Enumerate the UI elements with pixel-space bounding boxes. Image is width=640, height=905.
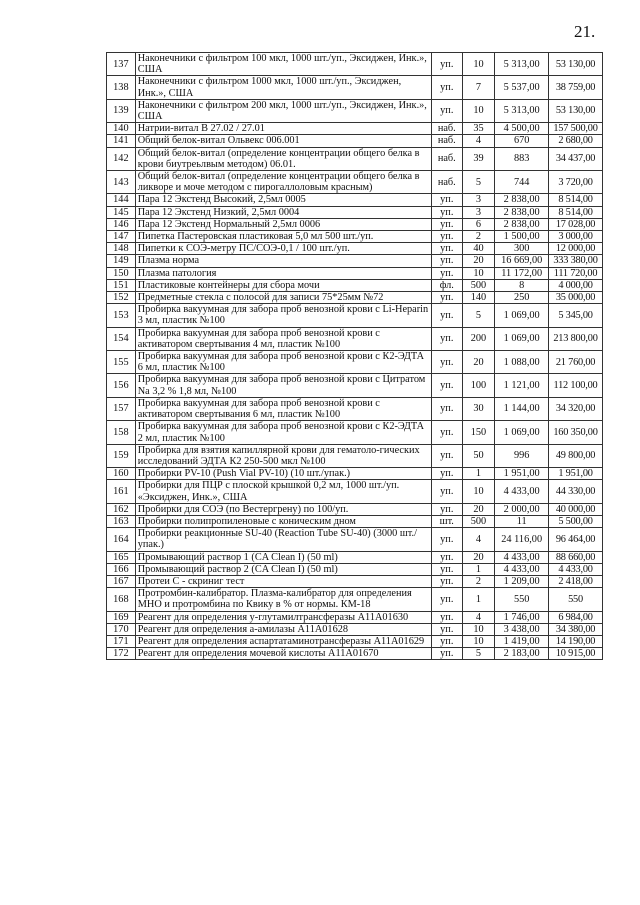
unit-price-cell: 11 172,00 [495, 267, 549, 279]
total-amount-cell: 157 500,00 [549, 123, 603, 135]
unit-cell: уп. [431, 99, 462, 122]
unit-cell: уп. [431, 243, 462, 255]
quantity-cell: 4 [462, 528, 495, 551]
unit-cell: уп. [431, 218, 462, 230]
table-row [107, 611, 603, 623]
quantity-cell: 500 [462, 515, 495, 527]
total-amount-cell: 21 760,00 [549, 351, 603, 374]
quantity-cell: 3 [462, 206, 495, 218]
unit-cell: уп. [431, 397, 462, 420]
unit-cell: уп. [431, 468, 462, 480]
unit-price-cell: 4 433,00 [495, 563, 549, 575]
total-amount-cell: 213 800,00 [549, 327, 603, 350]
row-number-cell: 139 [107, 99, 136, 122]
unit-price-cell: 2 838,00 [495, 206, 549, 218]
row-number-cell: 143 [107, 171, 136, 194]
item-name-cell: Наконечники с фильтром 100 мкл, 1000 шт./уп., Эксиджен, Инк.», США [135, 53, 431, 76]
quantity-cell: 39 [462, 147, 495, 170]
quantity-cell: 20 [462, 351, 495, 374]
table-row [107, 468, 603, 480]
row-number-cell: 167 [107, 575, 136, 587]
unit-price-cell: 1 209,00 [495, 575, 549, 587]
table-row [107, 171, 603, 194]
unit-cell: уп. [431, 444, 462, 467]
row-number-cell: 147 [107, 231, 136, 243]
row-number-cell: 160 [107, 468, 136, 480]
table-row [107, 623, 603, 635]
unit-cell: уп. [431, 588, 462, 611]
unit-cell: уп. [431, 206, 462, 218]
total-amount-cell: 35 000,00 [549, 292, 603, 304]
item-name-cell: Пробирка вакуумная для забора проб венозной крови с К2-ЭДТА 2 мл, пластик №100 [135, 421, 431, 444]
unit-cell: уп. [431, 255, 462, 267]
row-number-cell: 145 [107, 206, 136, 218]
row-number-cell: 162 [107, 503, 136, 515]
table-row [107, 351, 603, 374]
row-number-cell: 149 [107, 255, 136, 267]
unit-price-cell: 16 669,00 [495, 255, 549, 267]
unit-price-cell: 5 313,00 [495, 53, 549, 76]
item-name-cell: Пробирки PV-10 (Push Vial PV-10) (10 шт./упак.) [135, 468, 431, 480]
quantity-cell: 20 [462, 255, 495, 267]
total-amount-cell: 49 800,00 [549, 444, 603, 467]
quantity-cell: 140 [462, 292, 495, 304]
total-amount-cell: 53 130,00 [549, 99, 603, 122]
total-amount-cell: 1 951,00 [549, 468, 603, 480]
quantity-cell: 50 [462, 444, 495, 467]
row-number-cell: 150 [107, 267, 136, 279]
item-name-cell: Натрии-витал В 27.02 / 27.01 [135, 123, 431, 135]
item-name-cell: Общий белок-витал (определение концентрации общего белка в ликворе и моче методом с пирогаллоловым красным) [135, 171, 431, 194]
quantity-cell: 5 [462, 304, 495, 327]
unit-price-cell: 670 [495, 135, 549, 147]
quantity-cell: 5 [462, 648, 495, 660]
item-name-cell: Пробирки для ПЦР с плоской крышкой 0,2 мл, 1000 шт./уп. «Эксиджен, Инк.», США [135, 480, 431, 503]
table-row [107, 480, 603, 503]
unit-cell: уп. [431, 76, 462, 99]
table-row [107, 444, 603, 467]
item-name-cell: Пробирка вакуумная для забора проб венозной крови с Цитратом Na 3,2 % 1,8 мл, №100 [135, 374, 431, 397]
total-amount-cell: 3 000,00 [549, 231, 603, 243]
items-table [106, 52, 603, 660]
row-number-cell: 170 [107, 623, 136, 635]
total-amount-cell: 6 984,00 [549, 611, 603, 623]
table-row [107, 304, 603, 327]
table-row [107, 231, 603, 243]
table-row [107, 551, 603, 563]
quantity-cell: 4 [462, 611, 495, 623]
unit-price-cell: 300 [495, 243, 549, 255]
quantity-cell: 2 [462, 575, 495, 587]
row-number-cell: 144 [107, 194, 136, 206]
row-number-cell: 151 [107, 279, 136, 291]
item-name-cell: Плазма патология [135, 267, 431, 279]
unit-cell: уп. [431, 374, 462, 397]
unit-cell: шт. [431, 515, 462, 527]
unit-cell: уп. [431, 53, 462, 76]
total-amount-cell: 10 915,00 [549, 648, 603, 660]
item-name-cell: Общий белок-витал (определение концентрации общего белка в крови биутреьлвым методом) 06.01. [135, 147, 431, 170]
table-row [107, 528, 603, 551]
row-number-cell: 138 [107, 76, 136, 99]
table-row [107, 206, 603, 218]
unit-price-cell: 1 746,00 [495, 611, 549, 623]
total-amount-cell: 4 433,00 [549, 563, 603, 575]
total-amount-cell: 5 500,00 [549, 515, 603, 527]
unit-cell: уп. [431, 327, 462, 350]
row-number-cell: 163 [107, 515, 136, 527]
quantity-cell: 2 [462, 231, 495, 243]
unit-price-cell: 11 [495, 515, 549, 527]
item-name-cell: Наконечники с фильтром 200 мкл, 1000 шт./уп., Эксиджен, Инк.», США [135, 99, 431, 122]
quantity-cell: 10 [462, 53, 495, 76]
table-row [107, 99, 603, 122]
item-name-cell: Пластиковые контейнеры для сбора мочи [135, 279, 431, 291]
row-number-cell: 155 [107, 351, 136, 374]
unit-cell: уп. [431, 551, 462, 563]
unit-price-cell: 4 433,00 [495, 551, 549, 563]
unit-cell: уп. [431, 563, 462, 575]
quantity-cell: 200 [462, 327, 495, 350]
table-row [107, 123, 603, 135]
item-name-cell: Пара 12 Экстенд Высокий, 2,5мл 0005 [135, 194, 431, 206]
total-amount-cell: 3 720,00 [549, 171, 603, 194]
quantity-cell: 40 [462, 243, 495, 255]
unit-cell: уп. [431, 304, 462, 327]
total-amount-cell: 96 464,00 [549, 528, 603, 551]
total-amount-cell: 17 028,00 [549, 218, 603, 230]
quantity-cell: 6 [462, 218, 495, 230]
item-name-cell: Пробирка вакуумная для забора проб венозной крови с активатором свертывания 6 мл, пластик №100 [135, 397, 431, 420]
item-name-cell: Общий белок-витал Ольвекс 006.001 [135, 135, 431, 147]
total-amount-cell: 34 437,00 [549, 147, 603, 170]
table-row [107, 503, 603, 515]
unit-price-cell: 1 069,00 [495, 304, 549, 327]
row-number-cell: 157 [107, 397, 136, 420]
quantity-cell: 10 [462, 623, 495, 635]
unit-price-cell: 1 121,00 [495, 374, 549, 397]
row-number-cell: 171 [107, 635, 136, 647]
item-name-cell: Пробирки реакционные SU-40 (Reaction Tube SU-40) (3000 шт./упак.) [135, 528, 431, 551]
total-amount-cell: 160 350,00 [549, 421, 603, 444]
unit-price-cell: 1 069,00 [495, 421, 549, 444]
unit-cell: уп. [431, 267, 462, 279]
quantity-cell: 20 [462, 551, 495, 563]
total-amount-cell: 34 320,00 [549, 397, 603, 420]
total-amount-cell: 2 418,00 [549, 575, 603, 587]
total-amount-cell: 112 100,00 [549, 374, 603, 397]
item-name-cell: Реагент для определения а-амилазы A11A01628 [135, 623, 431, 635]
table-row [107, 243, 603, 255]
unit-cell: уп. [431, 231, 462, 243]
table-row [107, 588, 603, 611]
total-amount-cell: 38 759,00 [549, 76, 603, 99]
row-number-cell: 153 [107, 304, 136, 327]
quantity-cell: 7 [462, 76, 495, 99]
unit-price-cell: 5 313,00 [495, 99, 549, 122]
quantity-cell: 35 [462, 123, 495, 135]
unit-price-cell: 1 419,00 [495, 635, 549, 647]
table-row [107, 374, 603, 397]
quantity-cell: 30 [462, 397, 495, 420]
table-row [107, 194, 603, 206]
table-row [107, 648, 603, 660]
row-number-cell: 140 [107, 123, 136, 135]
unit-cell: наб. [431, 135, 462, 147]
unit-price-cell: 1 088,00 [495, 351, 549, 374]
unit-cell: уп. [431, 194, 462, 206]
item-name-cell: Пипетки к СОЭ-метру ПС/СОЭ-0,1 / 100 шт./уп. [135, 243, 431, 255]
total-amount-cell: 88 660,00 [549, 551, 603, 563]
unit-price-cell: 996 [495, 444, 549, 467]
item-name-cell: Плазма норма [135, 255, 431, 267]
unit-price-cell: 1 500,00 [495, 231, 549, 243]
row-number-cell: 166 [107, 563, 136, 575]
table-row [107, 147, 603, 170]
unit-price-cell: 1 144,00 [495, 397, 549, 420]
unit-price-cell: 883 [495, 147, 549, 170]
quantity-cell: 3 [462, 194, 495, 206]
unit-cell: фл. [431, 279, 462, 291]
unit-price-cell: 250 [495, 292, 549, 304]
total-amount-cell: 4 000,00 [549, 279, 603, 291]
table-row [107, 563, 603, 575]
quantity-cell: 100 [462, 374, 495, 397]
total-amount-cell: 333 380,00 [549, 255, 603, 267]
quantity-cell: 4 [462, 135, 495, 147]
quantity-cell: 150 [462, 421, 495, 444]
row-number-cell: 152 [107, 292, 136, 304]
unit-price-cell: 744 [495, 171, 549, 194]
unit-cell: уп. [431, 292, 462, 304]
item-name-cell: Промывающий раствор 1 (CA Clean I) (50 ml) [135, 551, 431, 563]
unit-cell: уп. [431, 351, 462, 374]
quantity-cell: 1 [462, 588, 495, 611]
total-amount-cell: 12 000,00 [549, 243, 603, 255]
unit-cell: уп. [431, 503, 462, 515]
table-row [107, 218, 603, 230]
quantity-cell: 1 [462, 468, 495, 480]
unit-cell: уп. [431, 648, 462, 660]
unit-cell: наб. [431, 171, 462, 194]
unit-price-cell: 3 438,00 [495, 623, 549, 635]
unit-price-cell: 1 951,00 [495, 468, 549, 480]
row-number-cell: 146 [107, 218, 136, 230]
table-row [107, 635, 603, 647]
table-row [107, 135, 603, 147]
table-row [107, 53, 603, 76]
item-name-cell: Пробирка вакуумная для забора проб венозной крови с Li-Heparin 3 мл, пластик №100 [135, 304, 431, 327]
unit-price-cell: 2 000,00 [495, 503, 549, 515]
item-name-cell: Пара 12 Экстенд Низкий, 2,5мл 0004 [135, 206, 431, 218]
total-amount-cell: 44 330,00 [549, 480, 603, 503]
unit-price-cell: 8 [495, 279, 549, 291]
row-number-cell: 164 [107, 528, 136, 551]
quantity-cell: 1 [462, 563, 495, 575]
unit-price-cell: 24 116,00 [495, 528, 549, 551]
row-number-cell: 154 [107, 327, 136, 350]
unit-cell: уп. [431, 528, 462, 551]
item-name-cell: Наконечники с фильтром 1000 мкл, 1000 шт./уп., Эксиджен, Инк.», США [135, 76, 431, 99]
row-number-cell: 159 [107, 444, 136, 467]
unit-cell: уп. [431, 611, 462, 623]
unit-price-cell: 4 433,00 [495, 480, 549, 503]
unit-price-cell: 5 537,00 [495, 76, 549, 99]
total-amount-cell: 40 000,00 [549, 503, 603, 515]
unit-cell: уп. [431, 575, 462, 587]
table-row [107, 255, 603, 267]
total-amount-cell: 550 [549, 588, 603, 611]
total-amount-cell: 8 514,00 [549, 206, 603, 218]
item-name-cell: Реагент для определения аспартатаминотрансферазы A11A01629 [135, 635, 431, 647]
total-amount-cell: 53 130,00 [549, 53, 603, 76]
unit-cell: уп. [431, 635, 462, 647]
quantity-cell: 5 [462, 171, 495, 194]
row-number-cell: 168 [107, 588, 136, 611]
row-number-cell: 141 [107, 135, 136, 147]
item-name-cell: Реагент для определения у-глутамилтрансферазы A11A01630 [135, 611, 431, 623]
total-amount-cell: 14 190,00 [549, 635, 603, 647]
row-number-cell: 161 [107, 480, 136, 503]
unit-cell: уп. [431, 623, 462, 635]
table-row [107, 76, 603, 99]
quantity-cell: 500 [462, 279, 495, 291]
quantity-cell: 10 [462, 267, 495, 279]
quantity-cell: 10 [462, 635, 495, 647]
item-name-cell: Пробирки для СОЭ (по Вестергрену) по 100/уп. [135, 503, 431, 515]
item-name-cell: Предметные стекла с полосой для записи 75*25мм №72 [135, 292, 431, 304]
total-amount-cell: 5 345,00 [549, 304, 603, 327]
item-name-cell: Протромбин-калибратор. Плазма-калибратор для определения МНО и протромбина по Квику в % от нормы. КМ-18 [135, 588, 431, 611]
row-number-cell: 156 [107, 374, 136, 397]
unit-price-cell: 1 069,00 [495, 327, 549, 350]
quantity-cell: 10 [462, 480, 495, 503]
total-amount-cell: 34 380,00 [549, 623, 603, 635]
row-number-cell: 169 [107, 611, 136, 623]
item-name-cell: Пробирка вакуумная для забора проб венозной крови с активатором свертывания 4 мл, пластик №100 [135, 327, 431, 350]
page-number: 21. [574, 22, 596, 41]
unit-price-cell: 2 838,00 [495, 218, 549, 230]
unit-price-cell: 4 500,00 [495, 123, 549, 135]
total-amount-cell: 111 720,00 [549, 267, 603, 279]
item-name-cell: Пробирка вакуумная для забора проб венозной крови с К2-ЭДТА 6 мл, пластик №100 [135, 351, 431, 374]
row-number-cell: 137 [107, 53, 136, 76]
item-name-cell: Пипетка Пастеровская пластиковая 5,0 мл 500 шт./уп. [135, 231, 431, 243]
table-row [107, 267, 603, 279]
unit-price-cell: 550 [495, 588, 549, 611]
table-row [107, 421, 603, 444]
unit-price-cell: 2 838,00 [495, 194, 549, 206]
table-row [107, 279, 603, 291]
total-amount-cell: 8 514,00 [549, 194, 603, 206]
table-row [107, 327, 603, 350]
unit-cell: уп. [431, 480, 462, 503]
item-name-cell: Реагент для определения мочевой кислоты A11A01670 [135, 648, 431, 660]
item-name-cell: Пробирка для взятия капиллярной крови для гематоло-гических исследований ЭДТА К2 250-500 мкл №100 [135, 444, 431, 467]
row-number-cell: 165 [107, 551, 136, 563]
unit-cell: наб. [431, 123, 462, 135]
table-row [107, 575, 603, 587]
items-table-body [107, 53, 603, 660]
table-row [107, 515, 603, 527]
item-name-cell: Пробирки полипропиленовые с коническим дном [135, 515, 431, 527]
row-number-cell: 172 [107, 648, 136, 660]
item-name-cell: Протеи С - скриниг тест [135, 575, 431, 587]
quantity-cell: 10 [462, 99, 495, 122]
row-number-cell: 158 [107, 421, 136, 444]
unit-price-cell: 2 183,00 [495, 648, 549, 660]
item-name-cell: Промывающий раствор 2 (CA Clean I) (50 ml) [135, 563, 431, 575]
row-number-cell: 142 [107, 147, 136, 170]
row-number-cell: 148 [107, 243, 136, 255]
table-row [107, 292, 603, 304]
unit-cell: уп. [431, 421, 462, 444]
total-amount-cell: 2 680,00 [549, 135, 603, 147]
item-name-cell: Пара 12 Экстенд Нормальный 2,5мл 0006 [135, 218, 431, 230]
table-row [107, 397, 603, 420]
unit-cell: наб. [431, 147, 462, 170]
quantity-cell: 20 [462, 503, 495, 515]
